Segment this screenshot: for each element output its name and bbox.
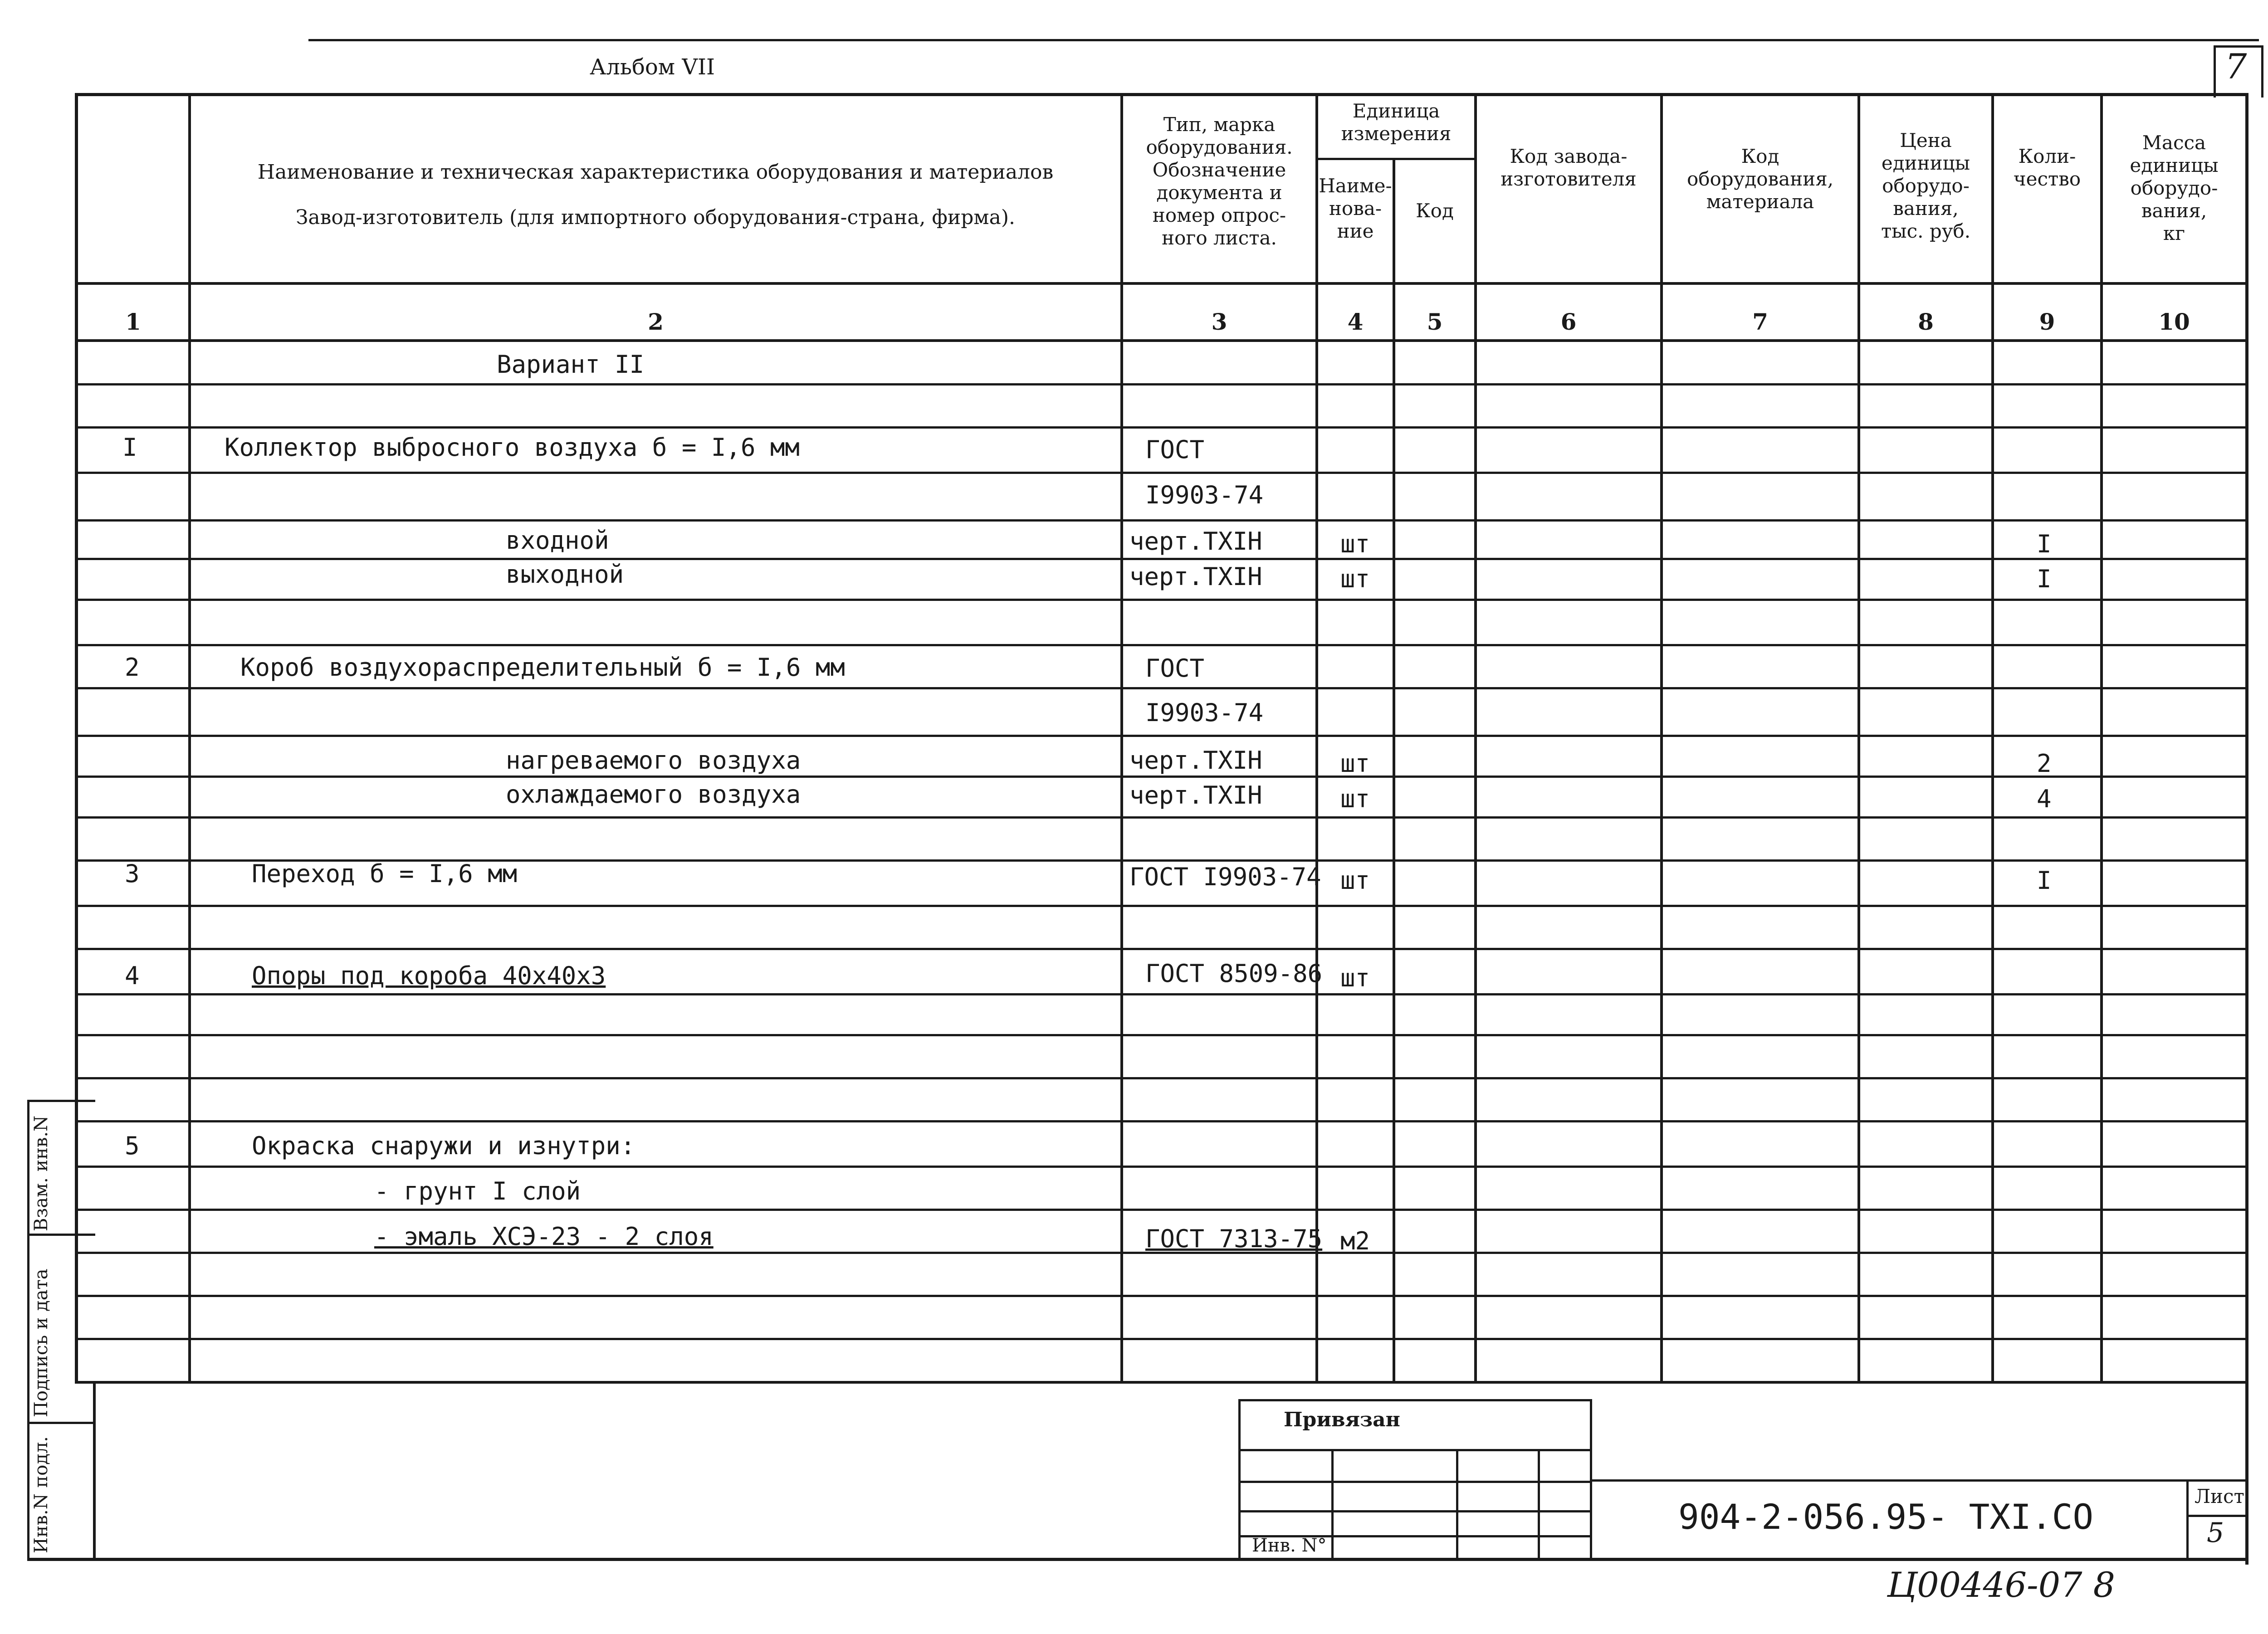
- row7-qty: 2: [2037, 749, 2052, 778]
- row9-doc: ГОСТ I9903-74: [1129, 863, 1321, 891]
- header-col6: Код завода- изготовителя: [1501, 145, 1637, 190]
- sheet-label: Лист: [2195, 1485, 2244, 1507]
- col-line-5: [1474, 93, 1477, 1383]
- colnum-5: 5: [1427, 308, 1443, 335]
- colnum-6: 6: [1560, 308, 1577, 335]
- row-rule: [75, 735, 2248, 737]
- row1-pos: I: [122, 433, 137, 462]
- col-line-8: [1991, 93, 1994, 1383]
- row-rule: [75, 383, 2248, 385]
- row11-pos: 5: [125, 1132, 140, 1160]
- row13-unit: м2: [1340, 1227, 1370, 1255]
- colnum-8: 8: [1918, 308, 1934, 335]
- row-rule: [75, 1295, 2248, 1297]
- row10-doc: ГОСТ 8509-86: [1145, 959, 1323, 988]
- header-col2: Наименование и техническая характеристика оборудования и материалов Завод-изготовитель (для импортного оборудования-страна, фирма).: [257, 161, 1054, 229]
- row10-name: Опоры под короба 40x40x3: [252, 961, 606, 990]
- row9-pos: 3: [125, 859, 140, 888]
- stamp-inv: Инв. N°: [1252, 1535, 1327, 1556]
- header-col10: Масса единицы оборудо- вания, кг: [2130, 132, 2219, 244]
- header-col8: Цена единицы оборудо- вания, тыс. руб.: [1881, 129, 1971, 242]
- row-rule: [75, 816, 2248, 819]
- variant-title: Вариант II: [497, 350, 645, 379]
- colnum-2: 2: [648, 308, 664, 335]
- row13-name: - эмаль ХСЭ-23 - 2 слоя: [374, 1222, 714, 1251]
- row5-pos: 2: [125, 653, 140, 682]
- row-rule: [75, 948, 2248, 950]
- row-rule: [75, 776, 2248, 778]
- col-line-6: [1660, 93, 1663, 1383]
- row10-pos: 4: [125, 961, 140, 990]
- row8-doc: черт.ТХIН: [1129, 781, 1262, 810]
- row8-unit: шт: [1340, 785, 1370, 813]
- header-col7: Код оборудования, материала: [1686, 145, 1834, 213]
- row6-doc: I9903-74: [1145, 698, 1264, 727]
- unit-group-rule: [1315, 158, 1477, 160]
- colnum-10: 10: [2158, 308, 2190, 335]
- row3-qty: I: [2037, 530, 2052, 558]
- row9-name: Переход б = I,6 мм: [252, 859, 518, 888]
- colnum-1: 1: [125, 308, 141, 335]
- frame-right: [2245, 93, 2248, 1565]
- row4-unit: шт: [1340, 565, 1370, 593]
- header-col4: Наиме- нова- ние: [1319, 175, 1392, 242]
- colnum-4: 4: [1347, 308, 1364, 335]
- row-rule: [75, 905, 2248, 907]
- colnum-3: 3: [1211, 308, 1227, 335]
- row11-name: Окраска снаружи и изнутри:: [252, 1132, 635, 1160]
- colnum-7: 7: [1752, 308, 1768, 335]
- code-rule: [1592, 1479, 2248, 1482]
- row7-doc: черт.ТХIН: [1129, 746, 1262, 775]
- col-line-2: [1120, 93, 1123, 1383]
- col-line-3: [1315, 93, 1318, 1383]
- header-rule: [75, 282, 2248, 285]
- handwritten-archive-number: Ц00446-07 8: [1887, 1565, 2115, 1605]
- row1-doc: ГОСТ: [1145, 435, 1205, 464]
- sheet-col: [2186, 1479, 2189, 1560]
- row-rule: [75, 687, 2248, 689]
- row5-doc: ГОСТ: [1145, 654, 1205, 683]
- colnum-9: 9: [2039, 308, 2055, 335]
- row4-qty: I: [2037, 565, 2052, 593]
- row7-unit: шт: [1340, 749, 1370, 778]
- header-col3: Тип, марка оборудования. Обозначение документа и номер опрос- ного листа.: [1146, 113, 1293, 249]
- header-col5: Код: [1416, 200, 1454, 222]
- stamp-col: [1331, 1449, 1334, 1558]
- row-rule: [75, 1034, 2248, 1036]
- row-rule: [75, 519, 2248, 522]
- row9-qty: I: [2037, 866, 2052, 895]
- frame-left: [75, 93, 78, 1383]
- stamp-col: [1456, 1449, 1458, 1558]
- stamp-tied: Привязан: [1284, 1408, 1400, 1431]
- row-rule: [75, 339, 2248, 342]
- row-rule: [75, 993, 2248, 995]
- row2-doc: I9903-74: [1145, 481, 1264, 509]
- row8-qty: 4: [2037, 785, 2052, 813]
- top-rule: [308, 39, 2259, 41]
- side-label-replace: Взам. инв.N: [31, 1115, 52, 1231]
- frame-bottom: [27, 1558, 2248, 1561]
- corner-number: 7: [2225, 46, 2247, 87]
- col-line-4: [1393, 159, 1395, 1383]
- row-rule: [75, 644, 2248, 646]
- doc-code: 904-2-056.95- ТХI.СО: [1678, 1497, 2094, 1537]
- col-line-1: [188, 93, 191, 1383]
- frame-top: [75, 93, 2248, 96]
- side-label-signature: Подпись и дата: [31, 1268, 52, 1417]
- sheet-number: 5: [2207, 1517, 2224, 1549]
- side-label-inventory: Инв.N подл.: [31, 1436, 52, 1553]
- row7-name: нагреваемого воздуха: [506, 746, 801, 775]
- row-rule: [75, 1120, 2248, 1122]
- side-strip-div1: [27, 1234, 95, 1236]
- header-unit-group: Единица измерения: [1341, 100, 1452, 145]
- row-rule: [75, 472, 2248, 474]
- row1-name: Коллектор выбросного воздуха б = I,6 мм: [225, 433, 800, 462]
- row12-name: - грунт I слой: [374, 1177, 581, 1205]
- row3-unit: шт: [1340, 530, 1370, 558]
- row8-name: охлаждаемого воздуха: [506, 780, 801, 809]
- side-strip-left: [27, 1100, 29, 1560]
- row4-name: выходной: [506, 560, 624, 589]
- row-rule: [75, 1077, 2248, 1079]
- header-col9: Коли- чество: [2013, 145, 2081, 190]
- side-strip-right: [93, 1381, 96, 1560]
- row9-unit: шт: [1340, 866, 1370, 895]
- row3-name: входной: [506, 526, 609, 555]
- row4-doc: черт.ТХIН: [1129, 562, 1262, 591]
- col-line-9: [2100, 93, 2103, 1383]
- side-strip-div2: [27, 1422, 95, 1424]
- table-bottom-rule: [75, 1381, 2248, 1384]
- row-rule: [75, 1166, 2248, 1168]
- col-line-7: [1857, 93, 1860, 1383]
- stamp-col: [1538, 1449, 1540, 1558]
- row-rule: [75, 1209, 2248, 1211]
- row5-name: Короб воздухораспределительный б = I,6 мм: [240, 653, 845, 682]
- row10-unit: шт: [1340, 964, 1370, 992]
- side-strip-top: [27, 1100, 95, 1102]
- row-rule: [75, 558, 2248, 560]
- row-rule: [75, 599, 2248, 601]
- row-rule: [75, 426, 2248, 429]
- album-title: Альбом VII: [590, 54, 715, 80]
- row-rule: [75, 1338, 2248, 1340]
- row13-doc: ГОСТ 7313-75: [1145, 1224, 1323, 1253]
- row3-doc: черт.ТХIН: [1129, 527, 1262, 556]
